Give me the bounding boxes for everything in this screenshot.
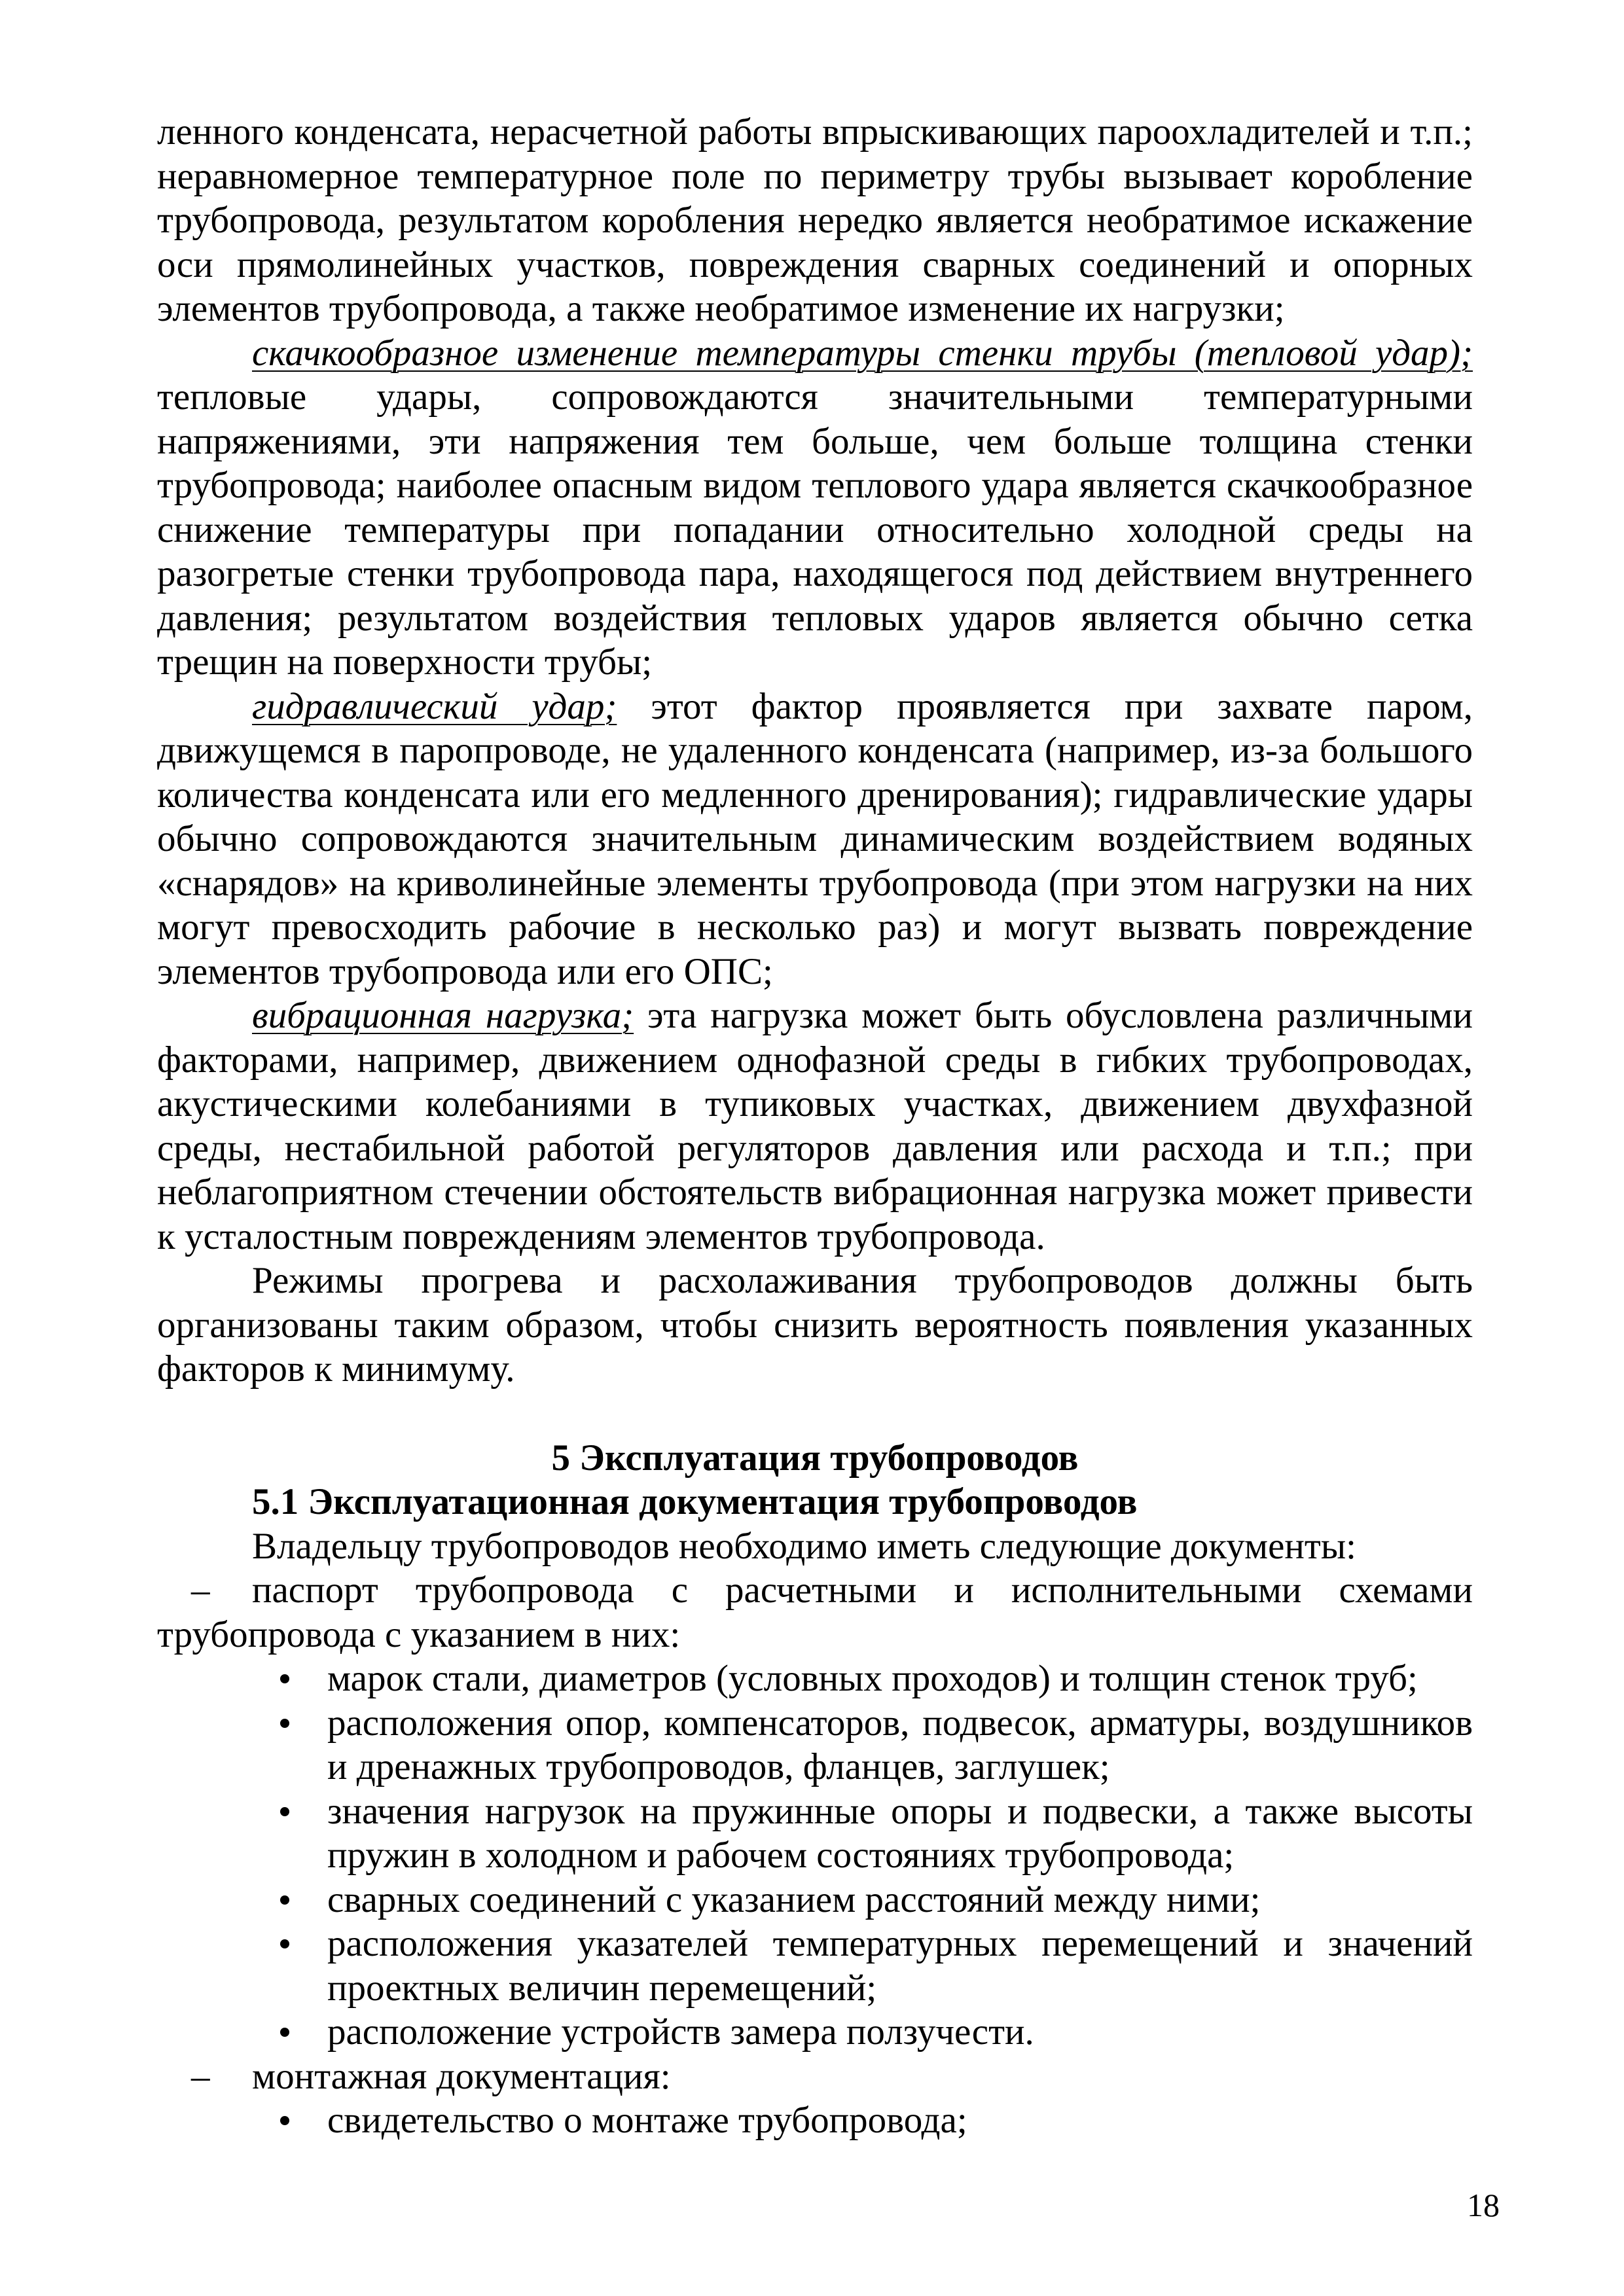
page-number: 18 (1467, 2187, 1500, 2223)
list-item (157, 2098, 1473, 2143)
term-hydraulic-shock: гидравлический удар; (252, 685, 617, 727)
paragraph-vibration-load (157, 994, 1473, 1259)
list-item-text: марок стали, диаметров (условных проходов) и толщин стенок труб; (327, 1658, 1418, 1699)
passport-bullet-list (157, 1657, 1473, 2054)
list-item (157, 1701, 1473, 1789)
list-item (157, 1922, 1473, 2010)
list-item-passport (157, 1568, 1473, 1657)
list-item (157, 1657, 1473, 1701)
list-item-installation-docs (157, 2054, 1473, 2099)
installation-bullet-list (157, 2098, 1473, 2143)
list-item-text: расположение устройств замера ползучести. (327, 2011, 1034, 2053)
paragraph-hydraulic-shock-text: этот фактор проявляется при захвате паром, движущемся в паропроводе, не удаленного конденсата (например, из-за большого количества конденсата или его медленного дренирования); гидравлические удары обычно сопровождаются значительным динамическим воздействием водяных «снарядов» на криволинейные элементы трубопровода (при этом нагрузки на них могут превосходить рабочие в несколько раз) и могут вызвать повреждение элементов трубопровода или его ОПС; (157, 685, 1473, 992)
list-item (157, 2010, 1473, 2054)
bullet-icon (280, 2028, 289, 2037)
list-item-text: свидетельство о монтаже трубопровода; (327, 2100, 967, 2141)
bullet-icon (280, 1807, 289, 1816)
paragraph-thermal-shock (157, 331, 1473, 685)
paragraph-hydraulic-shock (157, 685, 1473, 994)
list-item-text: расположения опор, компенсаторов, подвесок, арматуры, воздушников и дренажных трубопроводов, фланцев, заглушек; (327, 1702, 1473, 1787)
list-item (157, 1789, 1473, 1878)
bullet-icon (280, 1674, 289, 1683)
bullet-icon (280, 2116, 289, 2125)
dash-icon: – (191, 2055, 210, 2097)
section-intro: Владельцу трубопроводов необходимо иметь следующие документы: (252, 1525, 1356, 1567)
list-item-installation-docs-text: монтажная документация: (252, 2055, 671, 2097)
list-item (157, 1878, 1473, 1922)
page-content (157, 110, 1473, 2143)
list-item-passport-text: паспорт трубопровода с расчетными и исполнительными схемами трубопровода с указанием в них: (157, 1570, 1473, 1655)
paragraph-continuation: ленного конденсата, нерасчетной работы впрыскивающих пароохладителей и т.п.; неравномерное температурное поле по периметру трубы вызывает коробление трубопровода, результатом коробления нередко является необратимое искажение оси прямолинейных участков, повреждения сварных соединений и опорных элементов трубопровода, а также необратимое изменение их нагрузки; (157, 111, 1473, 329)
paragraph-modes: Режимы прогрева и расхолаживания трубопроводов должны быть организованы таким образом, чтобы снизить вероятность появления указанных факторов к минимуму. (157, 1260, 1473, 1390)
term-thermal-shock: скачкообразное изменение температуры стенки трубы (тепловой удар); (252, 332, 1473, 374)
term-vibration-load: вибрационная нагрузка; (252, 995, 634, 1036)
paragraph-vibration-load-text: эта нагрузка может быть обусловлена различными факторами, например, движением однофазной среды в гибких трубопроводах, акустическими колебаниями в тупиковых участках, движением двухфазной среды, нестабильной работой регуляторов давления или расхода и т.п.; при неблагоприятном стечении обстоятельств вибрационная нагрузка может привести к усталостным повреждениям элементов трубопровода. (157, 995, 1473, 1257)
bullet-icon (280, 1939, 289, 1948)
list-item-text: значения нагрузок на пружинные опоры и подвески, а также высоты пружин в холодном и рабочем состояниях трубопровода; (327, 1790, 1473, 1876)
bullet-icon (280, 1719, 289, 1728)
dash-icon: – (191, 1570, 210, 1611)
section-heading: 5 Эксплуатация трубопроводов (551, 1437, 1079, 1479)
paragraph-thermal-shock-text: тепловые удары, сопровождаются значительными температурными напряжениями, эти напряжения тем больше, чем больше толщина стенки трубопровода; наиболее опасным видом теплового удара является скачкообразное снижение температуры при попадании относительно холодной среды на разогретые стенки трубопровода пара, находящегося под действием внутреннего давления; результатом воздействия тепловых ударов является обычно сетка трещин на поверхности трубы; (157, 376, 1473, 683)
bullet-icon (280, 1895, 289, 1905)
list-item-text: сварных соединений с указанием расстояний между ними; (327, 1878, 1261, 1920)
subsection-heading: 5.1 Эксплуатационная документация трубопроводов (252, 1481, 1138, 1522)
list-item-text: расположения указателей температурных перемещений и значений проектных величин перемещений; (327, 1923, 1473, 2009)
